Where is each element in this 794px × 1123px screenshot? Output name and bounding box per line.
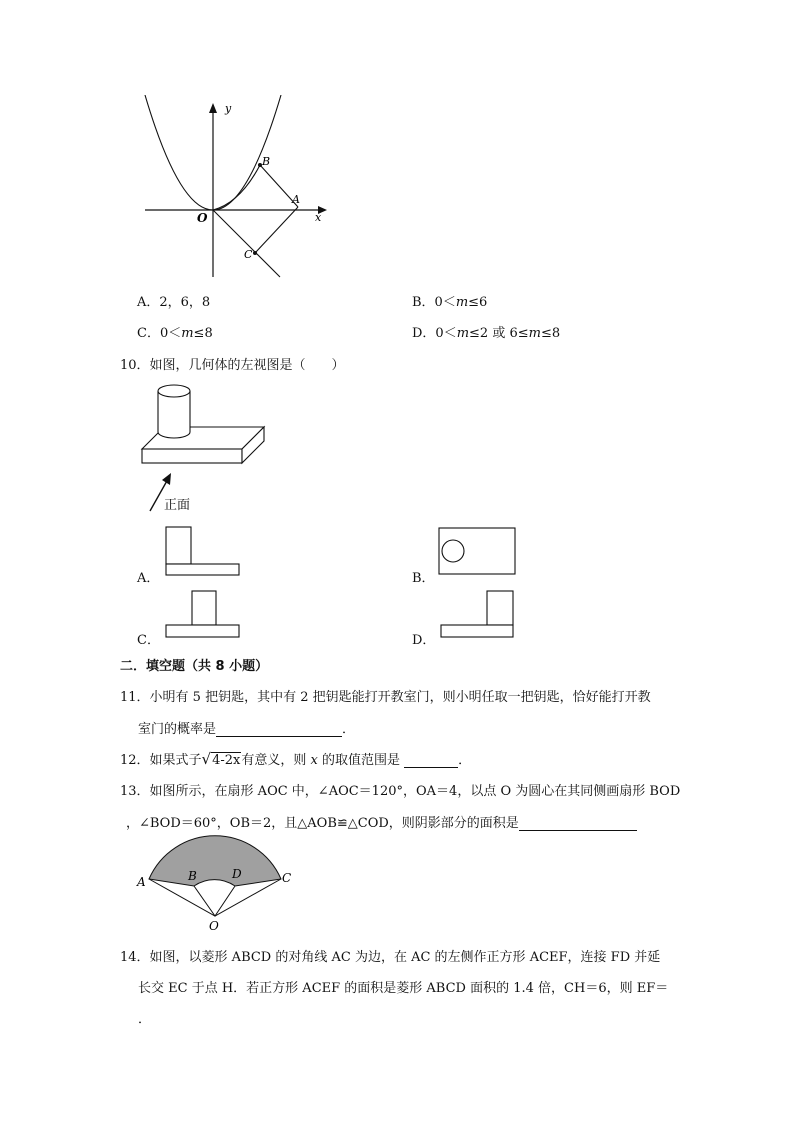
q13-sector-figure xyxy=(134,834,299,934)
point-b-label: B xyxy=(262,155,271,168)
q9-option-d: D．0＜m≤2 或 6≤m≤8 xyxy=(412,326,561,341)
q14-line2: 长交 EC 于点 H．若正方形 ACEF 的面积是菱形 ABCD 面积的 1.4 倍，CH＝6，则 EF＝ xyxy=(138,981,669,996)
q10-option-b-label: B． xyxy=(412,571,435,586)
point-a-label: A xyxy=(292,193,300,206)
sector-label-b: B xyxy=(188,869,197,883)
point-c-label: C xyxy=(244,248,253,261)
q10-option-a-figure xyxy=(164,526,244,578)
q11-line1: 11．小明有 5 把钥匙，其中有 2 把钥匙能打开教室门，则小明任取一把钥匙，恰好能打开教 xyxy=(120,690,651,705)
q9-option-a: A．2，6，8 xyxy=(137,295,211,310)
q12-answer-blank[interactable] xyxy=(404,753,458,768)
origin-label: O xyxy=(197,211,208,225)
q10-option-c-label: C． xyxy=(137,633,160,648)
q9-parabola-graph xyxy=(135,95,335,285)
q10-stem: 10．如图，几何体的左视图是（ ） xyxy=(120,358,345,373)
q9-option-b: B．0＜m≤6 xyxy=(412,295,488,310)
q14-line3: ． xyxy=(138,1012,152,1027)
q11-answer-blank[interactable] xyxy=(216,722,342,737)
q12-line: 12．如果式子 √ 4-2x 有意义，则 x 的取值范围是 ． xyxy=(120,750,472,768)
q9-option-c: C．0＜m≤8 xyxy=(137,326,213,341)
sqrt-expression: √ 4-2x xyxy=(201,750,241,768)
sector-label-d: D xyxy=(232,867,242,881)
q10-option-a-label: A． xyxy=(137,571,160,586)
section-title: 二．填空题（共 8 小题） xyxy=(120,659,269,674)
q13-line1: 13．如图所示，在扇形 AOC 中，∠AOC＝120°，OA＝4，以点 O 为圆心在其同侧画扇形 BOD xyxy=(120,784,681,799)
sector-label-o: O xyxy=(209,919,219,933)
q10-option-c-figure xyxy=(164,589,244,641)
x-axis-label: x xyxy=(315,211,322,224)
q10-option-b-figure xyxy=(438,527,518,577)
front-view-label: 正面 xyxy=(164,498,191,513)
q11-line2: 室门的概率是 ． xyxy=(138,722,356,737)
q10-option-d-label: D． xyxy=(412,633,436,648)
q13-answer-blank[interactable] xyxy=(519,816,637,831)
q10-option-d-figure xyxy=(439,589,519,641)
sector-label-c: C xyxy=(282,871,292,885)
y-axis-label: y xyxy=(225,102,232,115)
q13-line2: ，∠BOD＝60°，OB＝2，且△AOB≌△COD，则阴影部分的面积是 xyxy=(126,812,637,831)
sector-label-a: A xyxy=(137,875,146,889)
q10-solid-figure xyxy=(138,383,268,518)
q14-line1: 14．如图，以菱形 ABCD 的对角线 AC 为边，在 AC 的左侧作正方形 ACEF，连接 FD 并延 xyxy=(120,950,661,965)
